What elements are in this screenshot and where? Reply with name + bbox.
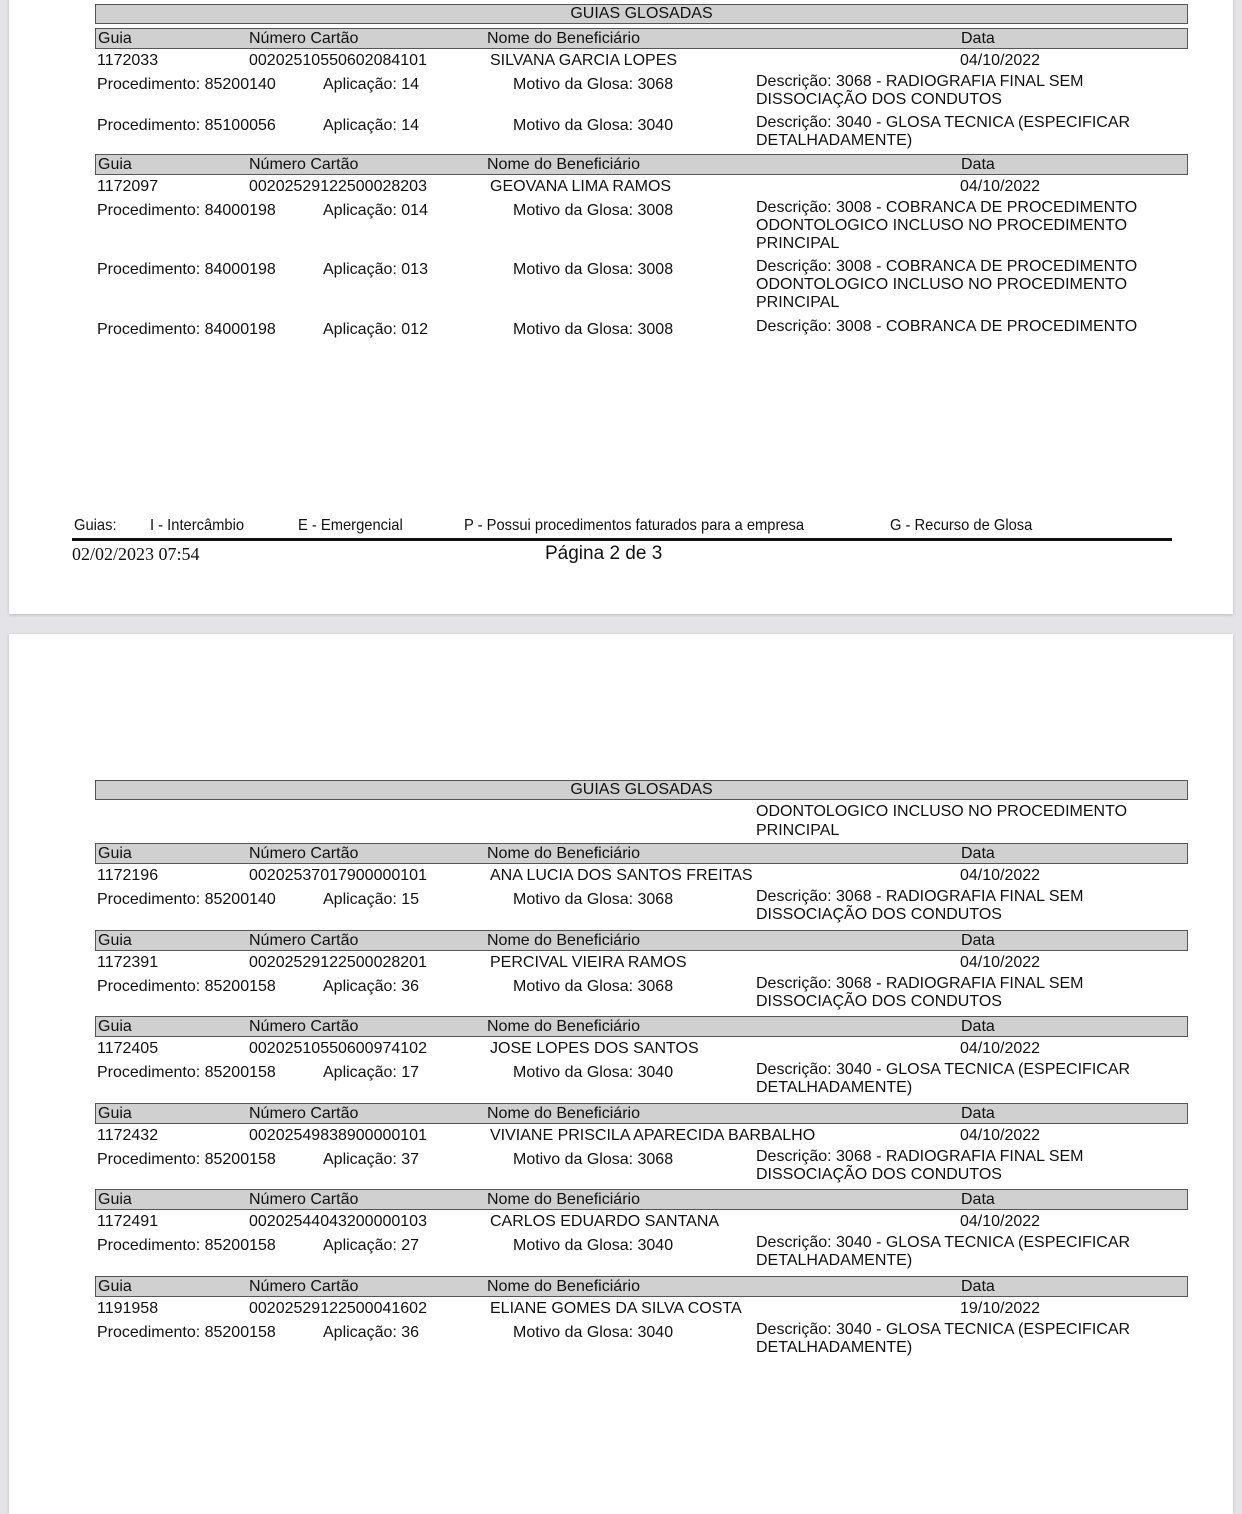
header-data: Data — [961, 1018, 995, 1035]
column-header-row — [95, 843, 1188, 864]
glosa-description: DISSOCIAÇÃO DOS CONDUTOS — [756, 906, 1002, 923]
header-data: Data — [961, 1278, 995, 1295]
beneficiary-name: ELIANE GOMES DA SILVA COSTA — [490, 1300, 742, 1317]
procedure-code: Procedimento: 84000198 — [97, 321, 276, 338]
column-header-row — [95, 930, 1188, 951]
application: Aplicação: 014 — [323, 202, 428, 219]
continued-description: ODONTOLOGICO INCLUSO NO PROCEDIMENTO — [756, 803, 1128, 820]
header-numero-cartao: Número Cartão — [249, 932, 359, 949]
application: Aplicação: 36 — [323, 1324, 420, 1341]
section-title: GUIAS GLOSADAS — [95, 4, 1188, 24]
glosa-reason: Motivo da Glosa: 3040 — [513, 117, 674, 134]
guia-number: 1172491 — [97, 1213, 159, 1230]
glosa-description: DETALHADAMENTE) — [756, 132, 913, 149]
glosa-reason: Motivo da Glosa: 3068 — [513, 76, 674, 93]
glosa-reason: Motivo da Glosa: 3068 — [513, 891, 674, 908]
header-numero-cartao: Número Cartão — [249, 1191, 359, 1208]
glosa-description: Descrição: 3068 - RADIOGRAFIA FINAL SEM — [756, 888, 1084, 905]
column-header-row — [95, 1103, 1188, 1124]
header-numero-cartao: Número Cartão — [249, 845, 359, 862]
header-numero-cartao: Número Cartão — [249, 156, 359, 173]
header-data: Data — [961, 1105, 995, 1122]
application: Aplicação: 14 — [323, 76, 420, 93]
card-number: 00202529122500028201 — [249, 954, 427, 971]
card-number: 00202544043200000103 — [249, 1213, 427, 1230]
procedure-code: Procedimento: 85200158 — [97, 1237, 276, 1254]
header-guia: Guia — [98, 30, 132, 47]
glosa-reason: Motivo da Glosa: 3040 — [513, 1324, 674, 1341]
glosa-description: ODONTOLOGICO INCLUSO NO PROCEDIMENTO — [756, 217, 1128, 234]
glosa-description: Descrição: 3040 - GLOSA TECNICA (ESPECIFICAR — [756, 1321, 1131, 1338]
header-guia: Guia — [98, 1105, 132, 1122]
column-header-row — [95, 1189, 1188, 1210]
header-nome-beneficiario: Nome do Beneficiário — [487, 1191, 640, 1208]
header-data: Data — [961, 932, 995, 949]
header-guia: Guia — [98, 845, 132, 862]
header-nome-beneficiario: Nome do Beneficiário — [487, 1105, 640, 1122]
guia-number: 1172097 — [97, 178, 159, 195]
beneficiary-name: CARLOS EDUARDO SANTANA — [490, 1213, 720, 1230]
header-nome-beneficiario: Nome do Beneficiário — [487, 845, 640, 862]
header-guia: Guia — [98, 1018, 132, 1035]
procedure-code: Procedimento: 85200158 — [97, 1324, 276, 1341]
header-guia: Guia — [98, 932, 132, 949]
print-datetime: 02/02/2023 07:54 — [72, 544, 200, 564]
header-numero-cartao: Número Cartão — [249, 1278, 359, 1295]
guia-number: 1172391 — [97, 954, 159, 971]
header-nome-beneficiario: Nome do Beneficiário — [487, 30, 640, 47]
card-number: 00202529122500041602 — [249, 1300, 427, 1317]
header-nome-beneficiario: Nome do Beneficiário — [487, 156, 640, 173]
legend-item: P - Possui procedimentos faturados para a empresa — [464, 517, 805, 534]
beneficiary-name: PERCIVAL VIEIRA RAMOS — [490, 954, 687, 971]
glosa-description: DETALHADAMENTE) — [756, 1079, 913, 1096]
glosa-reason: Motivo da Glosa: 3008 — [513, 321, 674, 338]
procedure-code: Procedimento: 84000198 — [97, 261, 276, 278]
guia-date: 04/10/2022 — [960, 867, 1041, 884]
glosa-description: DISSOCIAÇÃO DOS CONDUTOS — [756, 993, 1002, 1010]
procedure-code: Procedimento: 85200158 — [97, 978, 276, 995]
glosa-description: ODONTOLOGICO INCLUSO NO PROCEDIMENTO — [756, 276, 1128, 293]
header-numero-cartao: Número Cartão — [249, 1018, 359, 1035]
glosa-description: PRINCIPAL — [756, 235, 840, 252]
guia-number: 1172033 — [97, 52, 159, 69]
application: Aplicação: 37 — [323, 1151, 420, 1168]
document-page-3 — [9, 634, 1233, 1514]
guia-date: 04/10/2022 — [960, 178, 1041, 195]
application: Aplicação: 013 — [323, 261, 428, 278]
header-data: Data — [961, 30, 995, 47]
card-number: 00202529122500028203 — [249, 178, 427, 195]
footer-divider — [72, 538, 1172, 541]
legend-label: Guias: — [74, 517, 117, 534]
guia-date: 04/10/2022 — [960, 52, 1041, 69]
procedure-code: Procedimento: 85200140 — [97, 891, 276, 908]
header-nome-beneficiario: Nome do Beneficiário — [487, 1018, 640, 1035]
header-numero-cartao: Número Cartão — [249, 30, 359, 47]
application: Aplicação: 15 — [323, 891, 420, 908]
glosa-description: DISSOCIAÇÃO DOS CONDUTOS — [756, 1166, 1002, 1183]
beneficiary-name: GEOVANA LIMA RAMOS — [490, 178, 672, 195]
procedure-code: Procedimento: 84000198 — [97, 202, 276, 219]
legend-item: I - Intercâmbio — [150, 517, 245, 534]
glosa-reason: Motivo da Glosa: 3068 — [513, 978, 674, 995]
beneficiary-name: SILVANA GARCIA LOPES — [490, 52, 678, 69]
glosa-reason: Motivo da Glosa: 3040 — [513, 1237, 674, 1254]
glosa-description: Descrição: 3008 - COBRANCA DE PROCEDIMENTO — [756, 199, 1138, 216]
glosa-description: Descrição: 3040 - GLOSA TECNICA (ESPECIFICAR — [756, 1061, 1131, 1078]
guia-number: 1172196 — [97, 867, 159, 884]
procedure-code: Procedimento: 85200158 — [97, 1151, 276, 1168]
application: Aplicação: 36 — [323, 978, 420, 995]
guia-number: 1191958 — [97, 1300, 159, 1317]
section-title: GUIAS GLOSADAS — [95, 780, 1188, 800]
header-guia: Guia — [98, 1278, 132, 1295]
legend-item: G - Recurso de Glosa — [890, 517, 1033, 534]
column-header-row — [95, 1276, 1188, 1297]
glosa-description: Descrição: 3008 - COBRANCA DE PROCEDIMENTO — [756, 258, 1138, 275]
header-guia: Guia — [98, 1191, 132, 1208]
glosa-description: DETALHADAMENTE) — [756, 1339, 913, 1356]
column-header-row — [95, 28, 1188, 49]
page-number: Página 2 de 3 — [545, 543, 663, 564]
legend-item: E - Emergencial — [298, 517, 403, 534]
application: Aplicação: 27 — [323, 1237, 420, 1254]
glosa-reason: Motivo da Glosa: 3068 — [513, 1151, 674, 1168]
procedure-code: Procedimento: 85100056 — [97, 117, 276, 134]
guia-date: 19/10/2022 — [960, 1300, 1041, 1317]
column-header-row — [95, 154, 1188, 175]
header-nome-beneficiario: Nome do Beneficiário — [487, 932, 640, 949]
continued-description: PRINCIPAL — [756, 822, 840, 839]
document-page-2 — [9, 0, 1233, 614]
guia-number: 1172432 — [97, 1127, 159, 1144]
header-numero-cartao: Número Cartão — [249, 1105, 359, 1122]
glosa-description: Descrição: 3068 - RADIOGRAFIA FINAL SEM — [756, 1148, 1084, 1165]
header-guia: Guia — [98, 156, 132, 173]
glosa-description: Descrição: 3008 - COBRANCA DE PROCEDIMENTO — [756, 318, 1138, 335]
beneficiary-name: ANA LUCIA DOS SANTOS FREITAS — [490, 867, 753, 884]
guia-date: 04/10/2022 — [960, 1213, 1041, 1230]
column-header-row — [95, 1016, 1188, 1037]
guia-number: 1172405 — [97, 1040, 159, 1057]
header-data: Data — [961, 845, 995, 862]
procedure-code: Procedimento: 85200158 — [97, 1064, 276, 1081]
glosa-description: DETALHADAMENTE) — [756, 1252, 913, 1269]
application: Aplicação: 012 — [323, 321, 428, 338]
glosa-description: Descrição: 3068 - RADIOGRAFIA FINAL SEM — [756, 73, 1084, 90]
glosa-description: Descrição: 3040 - GLOSA TECNICA (ESPECIFICAR — [756, 1234, 1131, 1251]
glosa-reason: Motivo da Glosa: 3008 — [513, 202, 674, 219]
glosa-description: Descrição: 3068 - RADIOGRAFIA FINAL SEM — [756, 975, 1084, 992]
card-number: 00202549838900000101 — [249, 1127, 427, 1144]
beneficiary-name: VIVIANE PRISCILA APARECIDA BARBALHO — [490, 1127, 816, 1144]
guia-date: 04/10/2022 — [960, 1127, 1041, 1144]
guia-date: 04/10/2022 — [960, 954, 1041, 971]
application: Aplicação: 14 — [323, 117, 420, 134]
card-number: 00202510550600974102 — [249, 1040, 427, 1057]
glosa-description: PRINCIPAL — [756, 294, 840, 311]
header-nome-beneficiario: Nome do Beneficiário — [487, 1278, 640, 1295]
card-number: 00202537017900000101 — [249, 867, 427, 884]
glosa-reason: Motivo da Glosa: 3008 — [513, 261, 674, 278]
card-number: 00202510550602084101 — [249, 52, 427, 69]
application: Aplicação: 17 — [323, 1064, 420, 1081]
glosa-description: Descrição: 3040 - GLOSA TECNICA (ESPECIFICAR — [756, 114, 1131, 131]
header-data: Data — [961, 1191, 995, 1208]
glosa-reason: Motivo da Glosa: 3040 — [513, 1064, 674, 1081]
header-data: Data — [961, 156, 995, 173]
glosa-description: DISSOCIAÇÃO DOS CONDUTOS — [756, 91, 1002, 108]
guia-date: 04/10/2022 — [960, 1040, 1041, 1057]
procedure-code: Procedimento: 85200140 — [97, 76, 276, 93]
beneficiary-name: JOSE LOPES DOS SANTOS — [490, 1040, 699, 1057]
